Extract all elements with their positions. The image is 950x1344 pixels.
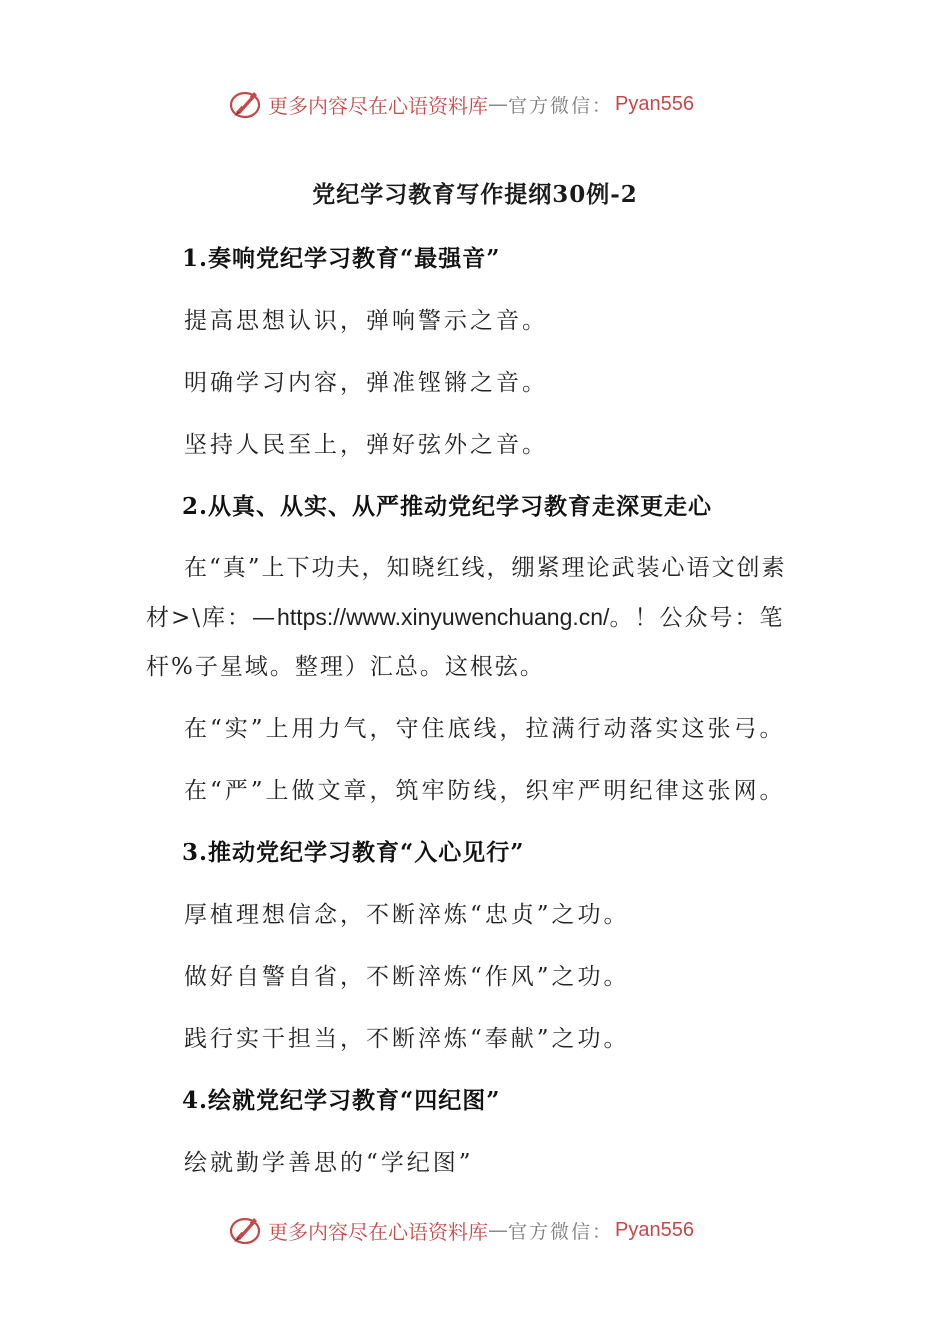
section-2-paragraph-part-1: 在“真”上下功夫，知晓红线，绷紧理论武装心语文创素材>\库：—	[146, 555, 787, 631]
footer-dash: —	[488, 1218, 508, 1242]
section-2-paragraph	[146, 544, 806, 692]
section-3-heading: 3.推动党纪学习教育“入心见行”	[182, 839, 525, 866]
banner-dash: —	[488, 92, 508, 116]
section-1-line-1: 提高思想认识，弹响警示之音。	[184, 308, 548, 334]
document-title: 党纪学习教育写作提纲30例-2	[312, 181, 638, 208]
banner-wechat-label: 官方微信：	[508, 94, 614, 117]
section-1-line-3: 坚持人民至上，弹好弦外之音。	[184, 432, 548, 458]
section-2-heading: 2.从真、从实、从严推动党纪学习教育走深更走心	[182, 493, 713, 520]
footer-wechat-id: Pyan556	[615, 1218, 694, 1241]
section-4-line-1: 绘就勤学善思的“学纪图”	[184, 1150, 474, 1176]
footer-banner	[228, 1210, 694, 1250]
section-3-line-3: 践行实干担当，不断淬炼“奉献”之功。	[184, 1026, 630, 1052]
banner-brand-text: 更多内容尽在心语资料库	[268, 93, 488, 118]
section-1-line-2: 明确学习内容，弹准铿锵之音。	[184, 370, 548, 396]
section-1-heading: 1.奏响党纪学习教育“最强音”	[182, 245, 501, 272]
section-4-heading: 4.绘就党纪学习教育“四纪图”	[182, 1087, 501, 1114]
section-3-line-2: 做好自警自省，不断淬炼“作风”之功。	[184, 964, 630, 990]
footer-wechat-label: 官方微信：	[508, 1220, 614, 1243]
footer-brand-text: 更多内容尽在心语资料库	[268, 1219, 488, 1244]
section-2-line-2: 在“严”上做文章，筑牢防线，织牢严明纪律这张网。	[184, 778, 786, 804]
header-banner	[228, 84, 694, 124]
banner-wechat-id: Pyan556	[615, 92, 694, 115]
section-3-line-1: 厚植理想信念，不断淬炼“忠贞”之功。	[184, 902, 630, 928]
section-2-line-1: 在“实”上用力气，守住底线，拉满行动落实这张弓。	[184, 716, 786, 742]
source-url-text: https://www.xinyuwenchuang.cn/	[277, 604, 610, 630]
quill-pen-logo-icon	[228, 1212, 264, 1248]
quill-pen-logo-icon	[228, 86, 264, 122]
section-2-paragraph-part-2: 。！公众号：笔杆%子星域。整理）汇总。这根弦。	[146, 605, 785, 680]
